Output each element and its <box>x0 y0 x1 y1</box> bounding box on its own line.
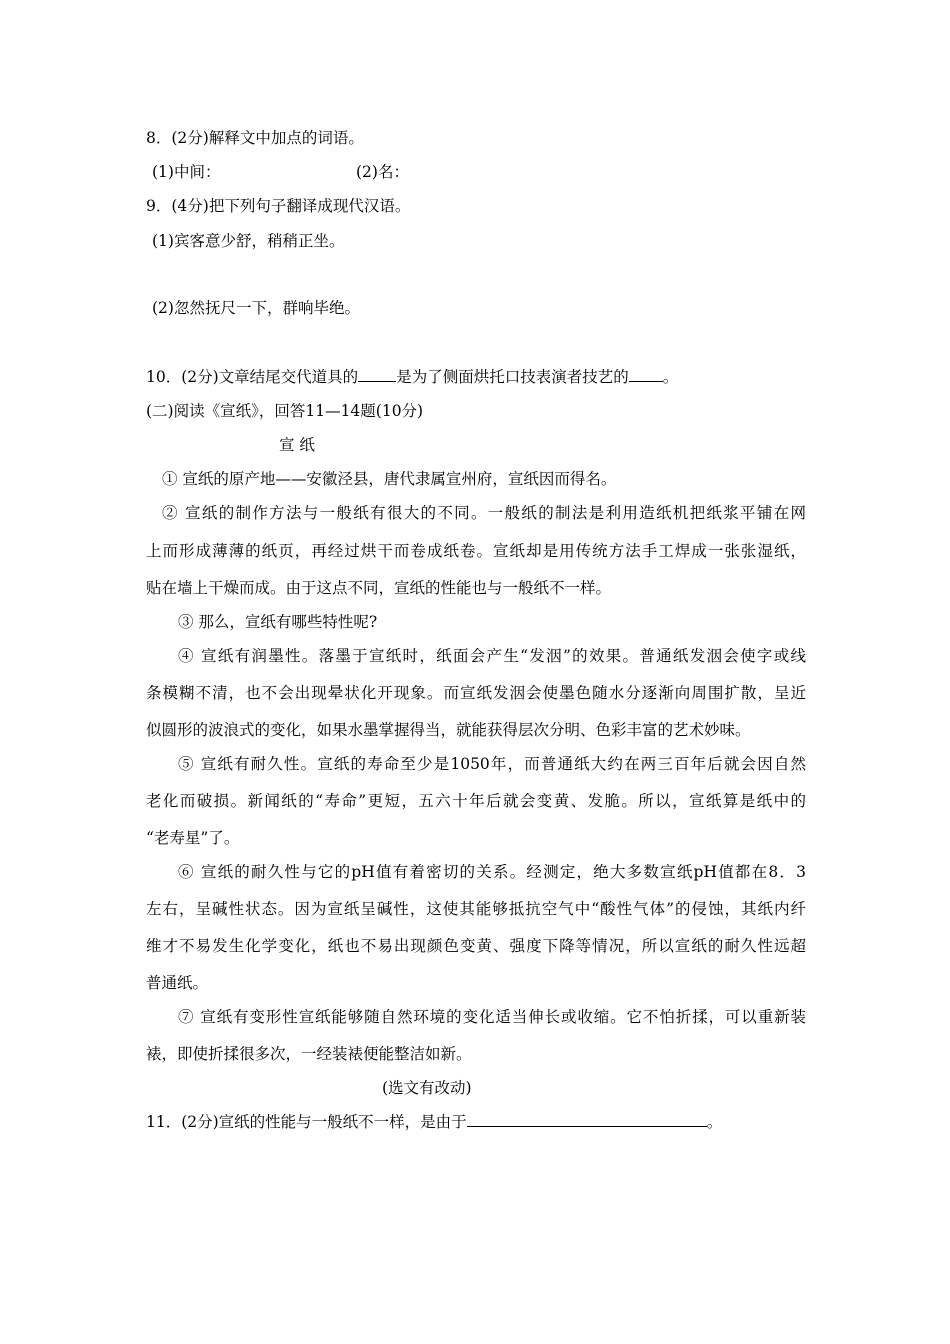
q8-stem: 8．(2分)解释文中加点的词语。 <box>146 129 364 147</box>
q10-part3: 。 <box>662 368 679 386</box>
passage-line-16: ⑦ 宣纸有变形性宣纸能够随自然环境的变化适当伸长或收缩。它不怕折揉，可以重新装 <box>178 1008 806 1026</box>
passage-line-9: ⑤ 宣纸有耐久性。宣纸的寿命至少是1050年，而普通纸大约在两三百年后就会因自然 <box>178 755 806 773</box>
q11 <box>146 1112 722 1132</box>
q10-blank-1[interactable] <box>358 367 396 382</box>
passage-line-8: 似圆形的波浪式的变化，如果水墨掌握得当，就能获得层次分明、色彩丰富的艺术妙味。 <box>146 721 751 739</box>
passage-line-3: 上而形成薄薄的纸页，再经过烘干而卷成纸卷。宣纸却是用传统方法手工焊成一张张湿纸， <box>146 542 806 560</box>
section2-header: (二)阅读《宣纸》，回答11—14题(10分) <box>146 402 424 420</box>
q11-blank[interactable] <box>467 1112 707 1127</box>
passage-line-15: 普通纸。 <box>146 974 209 992</box>
q9-sub1: (1)宾客意少舒，稍稍正坐。 <box>152 232 345 250</box>
passage-line-7: 条模糊不清，也不会出现晕状化开现象。而宣纸发洇会使墨色随水分逐渐向周围扩散，呈近 <box>146 684 806 702</box>
passage-title: 宣 纸 <box>279 436 315 454</box>
passage-line-12: ⑥ 宣纸的耐久性与它的pH值有着密切的关系。经测定，绝大多数宣纸pH值都在8．3 <box>178 863 806 881</box>
passage-line-17: 裱，即使折揉很多次，一经装裱便能整洁如新。 <box>146 1045 472 1063</box>
passage-line-5: ③ 那么，宣纸有哪些特性呢? <box>178 613 378 631</box>
passage-line-4: 贴在墙上干燥而成。由于这点不同，宣纸的性能也与一般纸不一样。 <box>146 579 612 597</box>
q9-stem: 9．(4分)把下列句子翻译成现代汉语。 <box>146 197 411 215</box>
passage-line-6: ④ 宣纸有润墨性。落墨于宣纸时，纸面会产生“发洇”的效果。普通纸发洇会使字或线 <box>178 647 806 665</box>
q11-part1: 11．(2分)宣纸的性能与一般纸不一样，是由于 <box>146 1113 467 1131</box>
passage-line-11: “老寿星”了。 <box>146 829 240 847</box>
q10-part1: 10．(2分)文章结尾交代道具的 <box>146 368 359 386</box>
passage-line-13: 左右，呈碱性状态。因为宣纸呈碱性，这使其能够抵抗空气中“酸性气体”的侵蚀，其纸内纤 <box>146 900 806 918</box>
passage-line-2: ② 宣纸的制作方法与一般纸有很大的不同。一般纸的制法是利用造纸机把纸浆平铺在网 <box>162 504 806 522</box>
passage-line-14: 维才不易发生化学变化，纸也不易出现颜色变黄、强度下降等情况，所以宣纸的耐久性远超 <box>146 937 806 955</box>
passage-line-1: ① 宣纸的原产地——安徽泾县，唐代隶属宣州府，宣纸因而得名。 <box>162 470 617 488</box>
passage-source: (选文有改动) <box>382 1079 472 1097</box>
q9-sub2: (2)忽然抚尺一下，群响毕绝。 <box>152 299 360 317</box>
q11-part2: 。 <box>706 1113 723 1131</box>
q10-part2: 是为了侧面烘托口技表演者技艺的 <box>396 368 629 386</box>
q8-sub1: (1)中间： <box>152 163 221 181</box>
q10-blank-2[interactable] <box>629 367 663 382</box>
q10 <box>146 367 678 387</box>
passage-line-10: 老化而破损。新闻纸的“寿命”更短，五六十年后就会变黄、发脆。所以，宣纸算是纸中的 <box>146 792 806 810</box>
q8-sub2: (2)名： <box>356 163 409 181</box>
